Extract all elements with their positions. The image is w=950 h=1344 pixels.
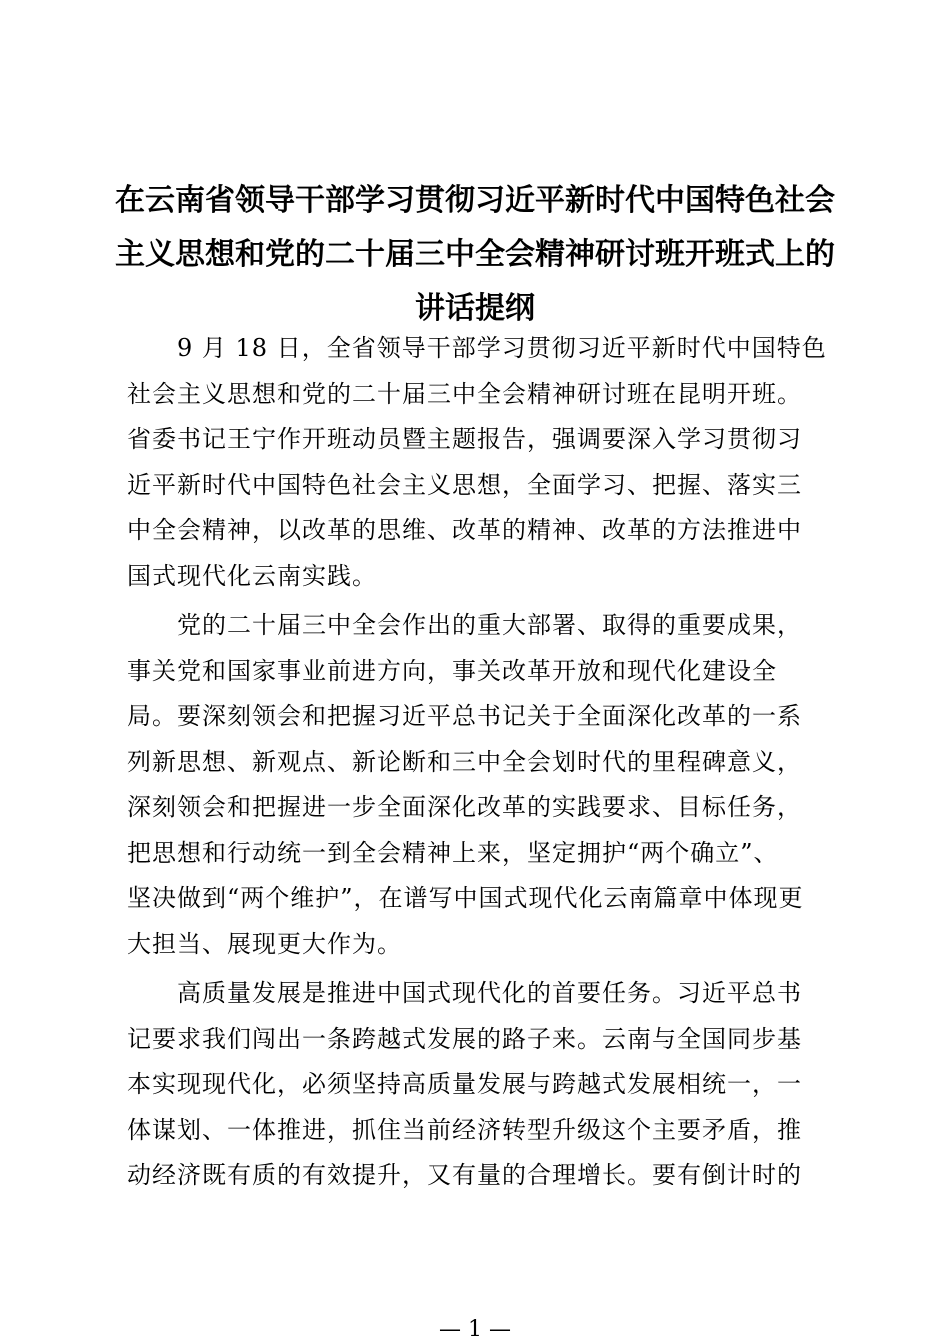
text-line: 记要求我们闯出一条跨越式发展的路子来。云南与全国同步基 — [127, 1024, 802, 1053]
title-line: 在云南省领导干部学习贯彻习近平新时代中国特色社会 — [115, 183, 835, 218]
text-line: 本实现现代化，必须坚持高质量发展与跨越式发展相统一，一 — [127, 1070, 802, 1098]
text-line: 9 月 18 日，全省领导干部学习贯彻习近平新时代中国特色 — [127, 334, 827, 362]
text-line: 坚决做到“两个维护”，在谱写中国式现代化云南篇章中体现更 — [127, 884, 804, 912]
paragraph-3 — [127, 971, 827, 1199]
document-body — [127, 326, 827, 1203]
text-line: 高质量发展是推进中国式现代化的首要任务。习近平总书 — [127, 979, 802, 1007]
text-line: 中全会精神，以改革的思维、改革的精神、改革的方法推进中 — [127, 516, 802, 544]
document-title — [100, 174, 850, 336]
text-line: 动经济既有质的有效提升，又有量的合理增长。要有倒计时的 — [127, 1161, 802, 1189]
title-line: 主义思想和党的二十届三中全会精神研讨班开班式上的 — [115, 237, 835, 272]
text-line: 国式现代化云南实践。 — [127, 561, 377, 590]
text-line: 事关党和国家事业前进方向，事关改革开放和现代化建设全 — [127, 656, 777, 685]
text-line: 大担当、展现更大作为。 — [127, 929, 402, 958]
paragraph-2 — [127, 603, 827, 967]
text-line: 深刻领会和把握进一步全面深化改革的实践要求、目标任务， — [127, 793, 802, 821]
text-line: 社会主义思想和党的二十届三中全会精神研讨班在昆明开班。 — [127, 379, 802, 408]
text-line: 近平新时代中国特色社会主义思想，全面学习、把握、落实三 — [127, 470, 802, 499]
text-line: 党的二十届三中全会作出的重大部署、取得的重要成果， — [127, 611, 802, 639]
text-line: 把思想和行动统一到全会精神上来，坚定拥护“两个确立”、 — [127, 838, 779, 867]
text-line: 体谋划、一体推进，抓住当前经济转型升级这个主要矛盾，推 — [127, 1115, 802, 1144]
text-line: 局。要深刻领会和把握习近平总书记关于全面深化改革的一系 — [127, 702, 802, 730]
text-line: 省委书记王宁作开班动员暨主题报告，强调要深入学习贯彻习 — [127, 425, 802, 453]
paragraph-1 — [127, 326, 827, 599]
page-number: — 1 — — [439, 1317, 511, 1342]
title-line: 讲话提纲 — [415, 291, 535, 326]
text-line: 列新思想、新观点、新论断和三中全会划时代的里程碑意义， — [127, 747, 802, 776]
